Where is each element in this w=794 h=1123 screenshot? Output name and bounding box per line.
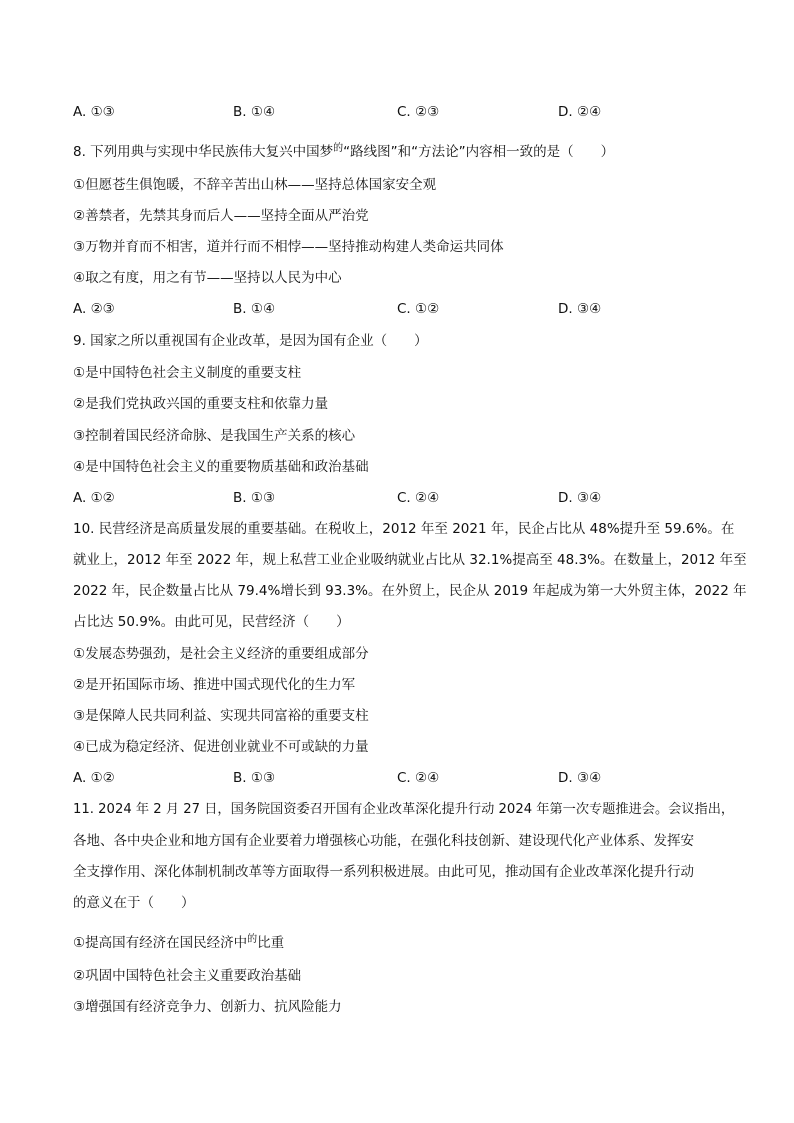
q9-stem: 9. 国家之所以重视国有企业改革，是因为国有企业（ ） <box>73 333 428 349</box>
option-b[interactable]: B. ①④ <box>233 301 276 317</box>
option-c[interactable]: C. ②③ <box>397 104 440 120</box>
q7-options <box>73 103 753 121</box>
q8-item-3: ③万物并育而不相害，道并行而不相悖——坚持推动构建人类命运共同体 <box>73 239 504 255</box>
q10-stem-line-4: 占比达 50.9%。由此可见，民营经济（ ） <box>73 614 350 630</box>
q10-item-3: ③是保障人民共同利益、实现共同富裕的重要支柱 <box>73 708 369 724</box>
q11-stem-line-4: 的意义在于（ ） <box>73 895 195 911</box>
q10-item-2: ②是开拓国际市场、推进中国式现代化的生力军 <box>73 677 356 693</box>
q8-options <box>73 300 753 318</box>
q9-item-2: ②是我们党执政兴国的重要支柱和依靠力量 <box>73 396 329 412</box>
option-a[interactable]: A. ①② <box>73 490 115 506</box>
q8-item-2: ②善禁者，先禁其身而后人——坚持全面从严治党 <box>73 208 369 224</box>
q11-item-1: ①提高国有经济在国民经济中$^的$比重 <box>73 934 285 951</box>
option-b[interactable]: B. ①④ <box>233 104 276 120</box>
q8-stem-superscript: 的 <box>333 143 344 154</box>
q9-item-3: ③控制着国民经济命脉、是我国生产关系的核心 <box>73 428 356 444</box>
option-b[interactable]: B. ①③ <box>233 770 276 786</box>
option-d[interactable]: D. ③④ <box>558 770 602 786</box>
q11-item-2: ②巩固中国特色社会主义重要政治基础 <box>73 968 302 984</box>
q9-options <box>73 489 753 507</box>
option-c[interactable]: C. ①② <box>397 301 440 317</box>
q10-options <box>73 769 753 787</box>
option-b[interactable]: B. ①③ <box>233 490 276 506</box>
q10-item-4: ④已成为稳定经济、促进创业就业不可或缺的力量 <box>73 739 369 755</box>
q9-item-4: ④是中国特色社会主义的重要物质基础和政治基础 <box>73 459 369 475</box>
option-a[interactable]: A. ①② <box>73 770 115 786</box>
q8-item-4: ④取之有度，用之有节——坚持以人民为中心 <box>73 270 342 286</box>
q9-item-1: ①是中国特色社会主义制度的重要支柱 <box>73 365 302 381</box>
option-a[interactable]: A. ②③ <box>73 301 115 317</box>
q10-stem-line-1: 10. 民营经济是高质量发展的重要基础。在税收上，2012 年至 2021 年，民企占比从 48%提升至 59.6%。在 <box>73 521 735 537</box>
q11-item-superscript: 的 <box>247 934 258 945</box>
option-d[interactable]: D. ③④ <box>558 490 602 506</box>
option-d[interactable]: D. ②④ <box>558 104 602 120</box>
q11-stem-line-1: 11. 2024 年 2 月 27 日，国务院国资委召开国有企业改革深化提升行动 2024 年第一次专题推进会。会议指出， <box>73 802 735 817</box>
option-c[interactable]: C. ②④ <box>397 490 440 506</box>
q8-stem: 8. 下列用典与实现中华民族伟大复兴中国梦$^的$“路线图”和“方法论”内容相一致的是（ ） <box>73 143 615 160</box>
q11-stem-line-3: 全支撑作用、深化体制机制改革等方面取得一系列积极进展。由此可见，推动国有企业改革深化提升行动 <box>73 864 694 880</box>
option-c[interactable]: C. ②④ <box>397 770 440 786</box>
q8-item-1: ①但愿苍生俱饱暖，不辞辛苦出山林——坚持总体国家安全观 <box>73 177 437 193</box>
option-d[interactable]: D. ③④ <box>558 301 602 317</box>
q11-stem-line-2: 各地、各中央企业和地方国有企业要着力增强核心功能，在强化科技创新、建设现代化产业体系、发挥安 <box>73 833 694 849</box>
q10-stem-line-2: 就业上，2012 年至 2022 年，规上私营工业企业吸纳就业占比从 32.1%提高至 48.3%。在数量上，2012 年至 <box>73 552 747 568</box>
q11-item-3: ③增强国有经济竞争力、创新力、抗风险能力 <box>73 999 342 1015</box>
option-a[interactable]: A. ①③ <box>73 104 115 120</box>
q10-stem-line-3: 2022 年，民企数量占比从 79.4%增长到 93.3%。在外贸上，民企从 2019 年起成为第一大外贸主体，2022 年 <box>73 583 747 599</box>
q10-item-1: ①发展态势强劲，是社会主义经济的重要组成部分 <box>73 646 369 662</box>
